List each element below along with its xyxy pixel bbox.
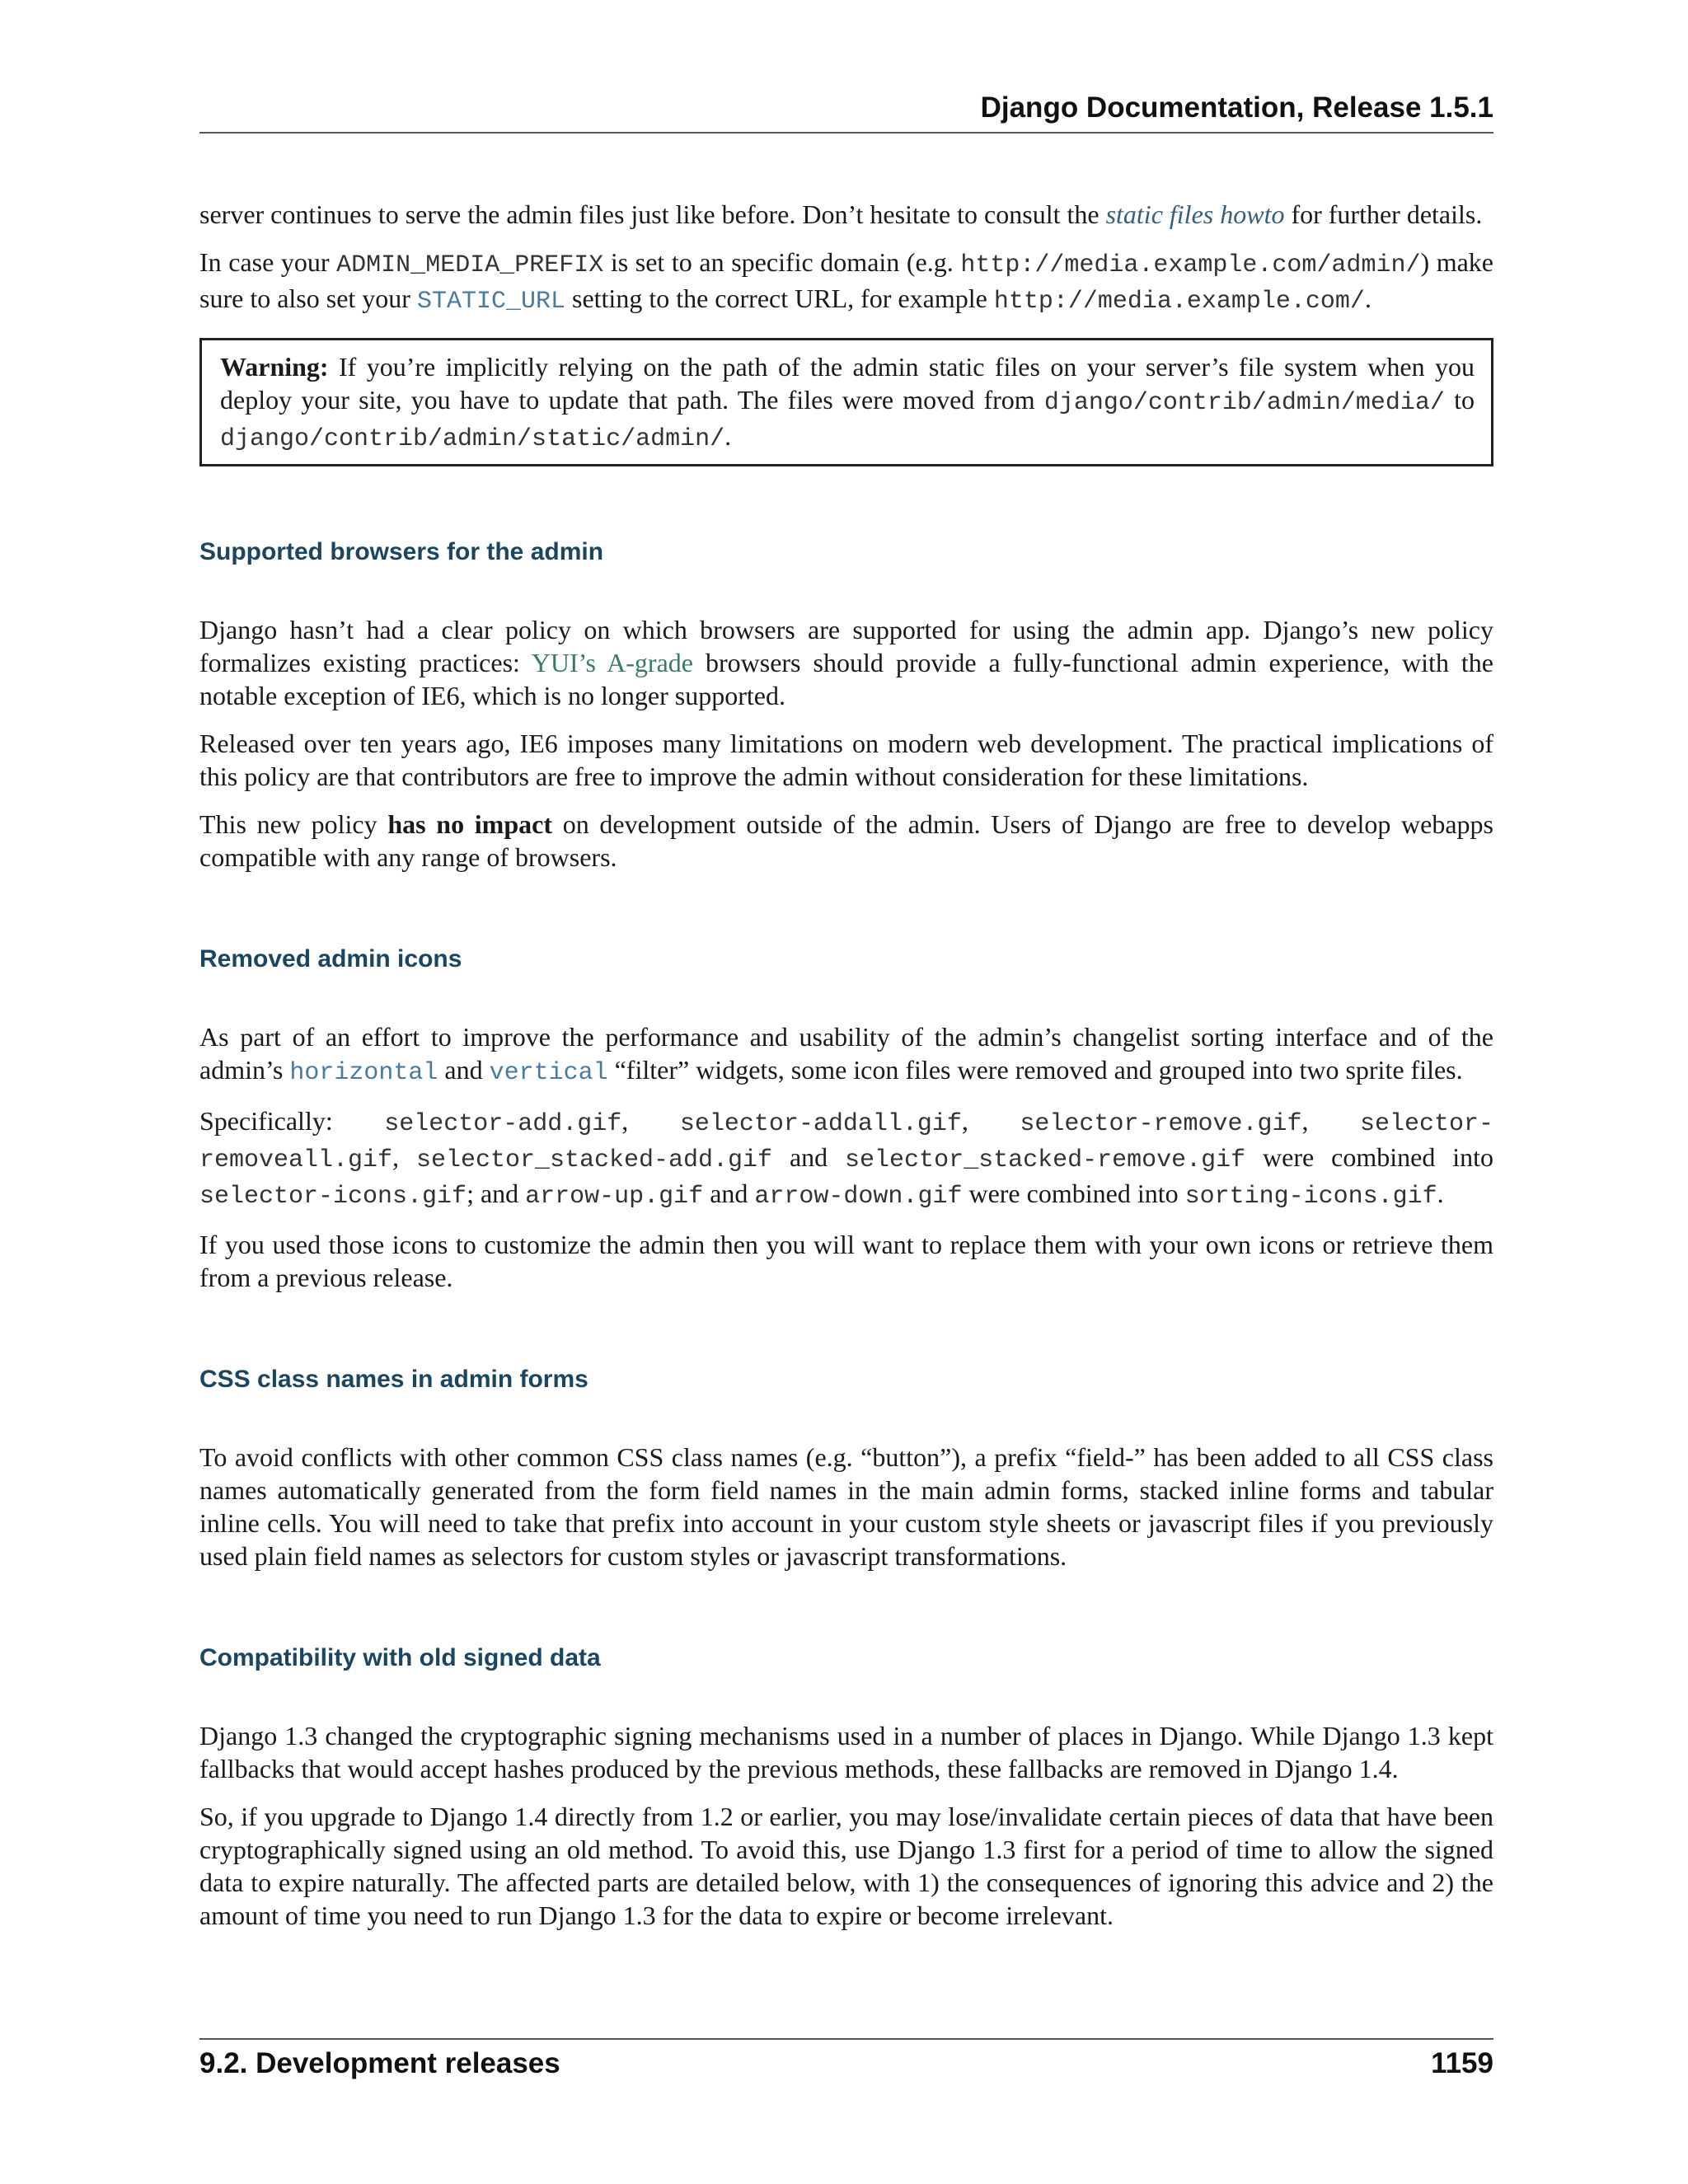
inline-code: sorting-icons.gif (1184, 1183, 1437, 1211)
vertical-link[interactable]: vertical (489, 1059, 608, 1087)
text: Specifically: (199, 1106, 385, 1136)
paragraph: If you used those icons to customize the admin then you will want to replace them with your own icons or retrieve them from a previous release. (199, 1230, 1493, 1292)
inline-code: selector_stacked-remove.gif (845, 1146, 1246, 1174)
inline-code: selector-addall.gif (679, 1110, 962, 1138)
inline-code: selector-remove.gif (1020, 1110, 1302, 1138)
text: In case your (199, 247, 337, 277)
page-content (199, 198, 1493, 1947)
inline-code: http://media.example.com/admin/ (960, 251, 1421, 279)
paragraph (199, 1020, 1493, 1090)
page-number: 1159 (1431, 2047, 1493, 2079)
text: . (1437, 1179, 1444, 1208)
text: ) make sure to also set your (199, 247, 1494, 313)
inline-code: selector_stacked-add.gif (415, 1146, 773, 1174)
inline-code: selector-icons.gif (199, 1183, 467, 1211)
inline-code: arrow-down.gif (754, 1183, 963, 1211)
text: , (1301, 1106, 1361, 1136)
text: were combined into (962, 1179, 1185, 1208)
paragraph (199, 246, 1493, 318)
text: for further details. (1284, 199, 1483, 229)
text: is set to an specific domain (e.g. (603, 247, 961, 277)
text: on development outside of the admin. Users of Django are free to develop webapps compatible with any range of browsers. (199, 809, 1494, 872)
inline-code: django/contrib/admin/static/admin/ (220, 425, 725, 453)
inline-code: ADMIN_MEDIA_PREFIX (336, 251, 604, 279)
text: and (438, 1055, 490, 1085)
yui-a-grade-link[interactable]: YUI’s A-grade (531, 648, 693, 677)
text: . (1364, 284, 1372, 313)
footer-section-title: 9.2. Development releases (199, 2047, 560, 2079)
text: , (621, 1106, 680, 1136)
warning-label: Warning: (220, 352, 329, 382)
text: If you’re implicitly relying on the path of the admin static files on your server’s file system when you deploy your site, you have to update that path. The files were moved from (220, 352, 1475, 415)
text: to (1444, 385, 1475, 415)
text: and (772, 1142, 846, 1172)
paragraph (199, 198, 1493, 231)
inline-code: selector-removeall.gif (199, 1110, 1494, 1174)
horizontal-link[interactable]: horizontal (289, 1059, 438, 1087)
paragraph: To avoid conflicts with other common CSS class names (e.g. “button”), a prefix “field-” has been added to all CSS class names automatically generated from the form field names in the main admin forms, stacked inline forms and tabular inline cells. You will need to take that prefix into account in your custom style sheets or javascript files if you previously used plain field names as selectors for custom styles or javascript transformations. (199, 1442, 1493, 1571)
inline-code: selector-add.gif (384, 1110, 622, 1138)
text: This new policy (199, 809, 388, 839)
paragraph (199, 808, 1493, 874)
text: browsers should provide a fully-functional admin experience, with the notable exception of IE6, which is no longer supported. (199, 648, 1494, 710)
paragraph: Released over ten years ago, IE6 imposes many limitations on modern web development. The practical implications of this policy are that contributors are free to improve the admin without consideration for these limitations. (199, 729, 1493, 791)
text: were combined into (1245, 1142, 1493, 1172)
inline-code: django/contrib/admin/media/ (1043, 389, 1445, 417)
text: ; and (467, 1179, 526, 1208)
paragraph (199, 1104, 1493, 1213)
section-heading: CSS class names in admin forms (199, 1366, 588, 1393)
text: . (724, 421, 732, 451)
section-heading: Compatibility with old signed data (199, 1644, 601, 1671)
inline-code: http://media.example.com/ (993, 288, 1365, 316)
paragraph: Django 1.3 changed the cryptographic signing mechanisms used in a number of places in Django. While Django 1.3 kept fallbacks that would accept hashes produced by the previous methods, these fallbacks are removed in Django 1.4. (199, 1721, 1493, 1783)
text: , (392, 1142, 416, 1172)
text: Django hasn’t had a clear policy on which browsers are supported for using the admin app. Django’s new policy formalizes existing practices: (199, 615, 1493, 677)
page-footer (199, 2038, 1493, 2081)
running-header: Django Documentation, Release 1.5.1 (199, 91, 1493, 134)
section-heading: Removed admin icons (199, 945, 462, 972)
text: and (703, 1179, 755, 1208)
static-url-link[interactable]: STATIC_URL (416, 288, 565, 316)
document-page (199, 0, 1493, 2184)
text: , (961, 1106, 1020, 1136)
inline-code: arrow-up.gif (525, 1183, 704, 1211)
section-heading: Supported browsers for the admin (199, 538, 604, 565)
text: “filter” widgets, some icon files were removed and grouped into two sprite files. (607, 1055, 1463, 1085)
text: setting to the correct URL, for example (565, 284, 994, 313)
static-files-howto-link[interactable]: static files howto (1105, 199, 1285, 229)
text: As part of an effort to improve the performance and usability of the admin’s changelist sorting interface and of the admin’s (199, 1022, 1493, 1085)
paragraph: So, if you upgrade to Django 1.4 directly from 1.2 or earlier, you may lose/invalidate certain pieces of data that have been cryptographically signed using an old method. To avoid this, use Django 1.3 first for a period of time to allow the signed data to expire naturally. The affected parts are detailed below, with 1) the consequences of ignoring this advice and 2) the amount of time you need to run Django 1.3 for the data to expire or become irrelevant. (199, 1802, 1493, 1930)
text: server continues to serve the admin files just like before. Don’t hesitate to consult the (199, 199, 1106, 229)
paragraph (199, 613, 1493, 712)
bold-text: has no impact (387, 809, 552, 839)
warning-box (199, 338, 1493, 466)
warning-text (220, 350, 1475, 456)
